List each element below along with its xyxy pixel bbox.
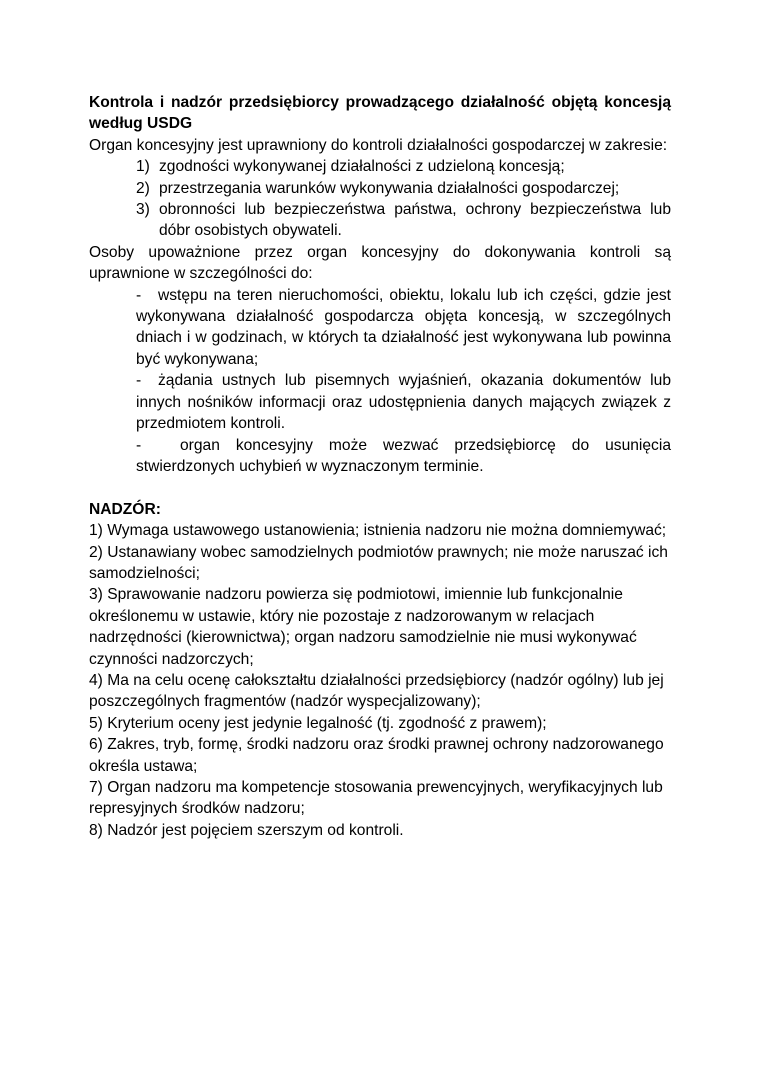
supervision-item: 3) Sprawowanie nadzoru powierza się podmiotowi, imiennie lub funkcjonalnie określonemu w ustawie, który nie pozostaje z nadzorowanym w relacjach nadrzędności (kierownictwa); organ nadzoru samodzielnie nie musi wykonywać czynności nadzorczych; (89, 586, 637, 668)
scope-item (89, 199, 671, 242)
powers-item-text: wstępu na teren nieruchomości, obiektu, lokalu lub ich części, gdzie jest wykonywana działalność gospodarcza objęta koncesją, w szczególnych dniach i w godzinach, w których ta działalność jest wykonywana lub powinna być wykonywana; (136, 286, 671, 368)
supervision-item: 2) Ustanawiany wobec samodzielnych podmiotów prawnych; nie może naruszać ich samodzielności; (89, 543, 668, 582)
scope-item (89, 156, 671, 177)
document-page (89, 92, 671, 841)
supervision-item: 4) Ma na celu ocenę całokształtu działalności przedsiębiorcy (nadzór ogólny) lub jej poszczególnych fragmentów (nadzór wyspecjalizowany); (89, 671, 664, 711)
scope-list (89, 156, 671, 242)
dash-bullet: - (136, 286, 142, 304)
dash-bullet: - (136, 436, 142, 454)
scope-item-text: obronności lub bezpieczeństwa państwa, ochrony bezpieczeństwa lub dóbr osobistych obywateli. (159, 201, 671, 240)
powers-item (89, 435, 671, 478)
scope-item-text: przestrzegania warunków wykonywania działalności gospodarczej; (159, 179, 620, 197)
supervision-item: 8) Nadzór jest pojęciem szerszym od kontroli. (89, 821, 404, 839)
intro-paragraph: Organ koncesyjny jest uprawniony do kontroli działalności gospodarczej w zakresie: (89, 136, 668, 154)
powers-item (89, 285, 671, 371)
supervision-item: 5) Kryterium oceny jest jedynie legalność (tj. zgodność z prawem); (89, 714, 547, 732)
scope-item (89, 178, 671, 199)
scope-item-text: zgodności wykonywanej działalności z udzieloną koncesją; (159, 158, 565, 176)
supervision-heading: NADZÓR: (89, 500, 161, 518)
powers-intro-paragraph: Osoby upoważnione przez organ koncesyjny do dokonywania kontroli są uprawnione w szczególności do: (89, 243, 671, 283)
document-title: Kontrola i nadzór przedsiębiorcy prowadzącego działalność objętą koncesją według USDG (89, 94, 671, 133)
scope-item-number: 1) (136, 158, 150, 176)
supervision-list (89, 520, 671, 841)
powers-item-text: organ koncesyjny może wezwać przedsiębiorcę do usunięcia stwierdzonych uchybień w wyznaczonym terminie. (136, 436, 671, 475)
powers-list (89, 285, 671, 478)
supervision-item: 6) Zakres, tryb, formę, środki nadzoru oraz środki prawnej ochrony nadzorowanego określa ustawa; (89, 736, 664, 775)
powers-item (89, 370, 671, 434)
dash-bullet: - (136, 372, 142, 390)
scope-item-number: 3) (136, 201, 150, 219)
powers-item-text: żądania ustnych lub pisemnych wyjaśnień, okazania dokumentów lub innych nośników informacji oraz udostępnienia danych mających związek z przedmiotem kontroli. (136, 372, 671, 433)
supervision-item: 7) Organ nadzoru ma kompetencje stosowania prewencyjnych, weryfikacyjnych lub represyjnych środków nadzoru; (89, 778, 663, 818)
section-spacer (89, 477, 671, 498)
scope-item-number: 2) (136, 179, 150, 197)
supervision-item: 1) Wymaga ustawowego ustanowienia; istnienia nadzoru nie można domniemywać; (89, 522, 667, 540)
